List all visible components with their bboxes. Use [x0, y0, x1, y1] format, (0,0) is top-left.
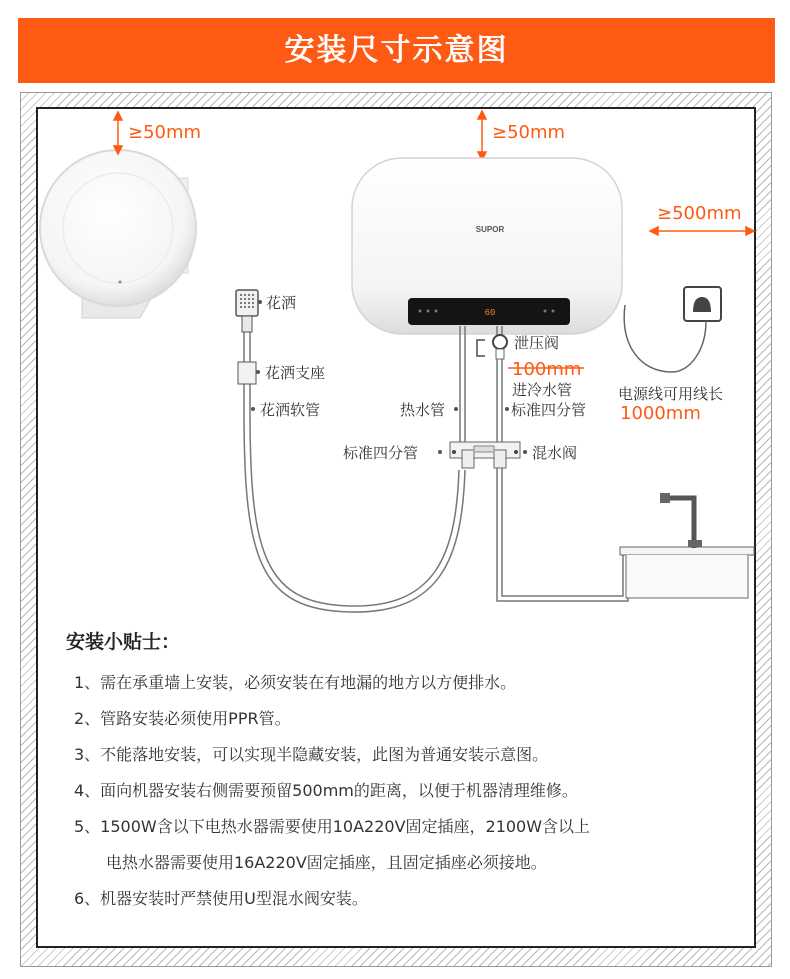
- arrow-vertical-icon: [478, 111, 486, 160]
- shower-hose-label: 花洒软管: [260, 401, 321, 419]
- clearance-left-top-label: ≥50mm: [128, 122, 202, 143]
- tip-item: 1、需在承重墙上安装，必须安装在有地漏的地方以方便排水。: [74, 673, 517, 692]
- cold-water-pipe: [497, 468, 628, 601]
- shower-head-icon: [236, 290, 258, 384]
- shower-holder-label: 花洒支座: [265, 364, 326, 382]
- valve-distance-label: 100mm: [512, 359, 582, 380]
- tip-item: 5、1500W含以下电热水器需要使用10A220V固定插座，2100W含以上: [74, 817, 591, 836]
- pressure-valve-icon: [493, 335, 507, 359]
- arrow-horizontal-icon: [650, 227, 754, 235]
- water-heater: [352, 158, 622, 334]
- power-cord-label: 电源线可用线长: [618, 385, 724, 403]
- sink-icon: [620, 547, 754, 598]
- tip-item: 4、面向机器安装右侧需要预留500mm的距离，以便于机器清理维修。: [74, 781, 578, 800]
- standard-pipe-left-label: 标准四分管: [343, 444, 419, 462]
- clearance-heater-top-label: ≥50mm: [492, 122, 566, 143]
- faucet-icon: [660, 493, 702, 548]
- standard-pipe-right-label: 标准四分管: [511, 401, 587, 419]
- mixing-valve-label: 混水阀: [532, 444, 578, 462]
- tip-item: 电热水器需要使用16A220V固定插座，且固定插座必须接地。: [106, 853, 547, 872]
- arrow-vertical-icon: [114, 112, 122, 154]
- tip-item: 3、不能落地安装，可以实现半隐藏安装，此图为普通安装示意图。: [74, 745, 549, 764]
- tip-item: 6、机器安装时严禁使用U型混水阀安装。: [74, 889, 368, 908]
- power-socket-icon: [684, 287, 721, 321]
- hot-pipe-label: 热水管: [400, 401, 446, 419]
- tip-item: 2、管路安装必须使用PPR管。: [74, 709, 291, 728]
- tips-title: 安装小贴士：: [66, 631, 181, 653]
- power-cord-length-label: 1000mm: [620, 403, 701, 424]
- cold-inlet-label: 进冷水管: [512, 381, 573, 399]
- brand-logo: SUPOR: [475, 225, 505, 234]
- heater-side-view: [40, 150, 196, 318]
- shower-head-label: 花洒: [266, 294, 297, 312]
- pressure-valve-label: 泄压阀: [514, 334, 560, 352]
- page-title: 安装尺寸示意图: [284, 33, 509, 68]
- clearance-right-label: ≥500mm: [657, 203, 742, 224]
- temperature-display: 60: [484, 308, 496, 318]
- mixing-valve-icon: [450, 442, 520, 468]
